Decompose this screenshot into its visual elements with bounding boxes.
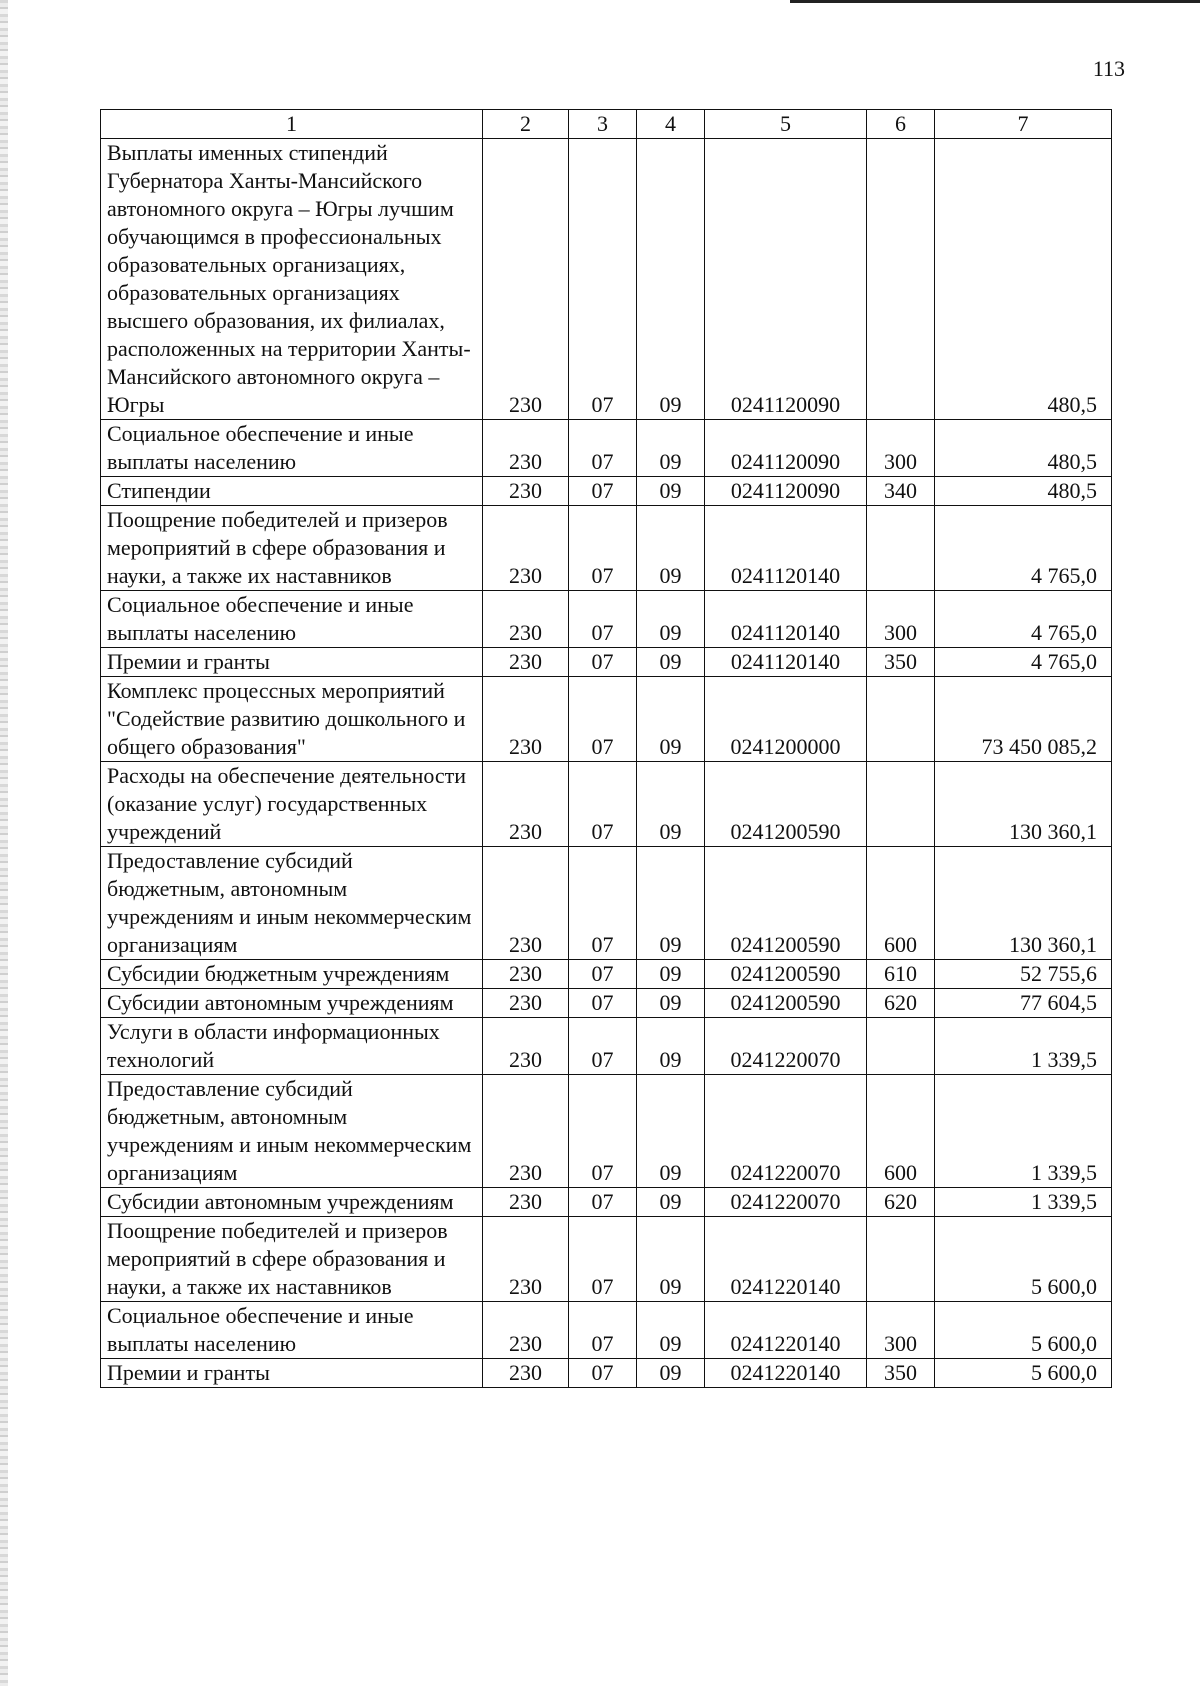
amount-cell: 480,5 — [935, 139, 1112, 420]
amount-cell: 1 339,5 — [935, 1188, 1112, 1217]
type-cell — [867, 1018, 935, 1075]
col4-cell: 09 — [637, 591, 705, 648]
table-row — [101, 989, 1112, 1018]
table-row — [101, 506, 1112, 591]
row-name-cell: Предоставление субсидий бюджетным, автономным учреждениям и иным некоммерческим организациям — [101, 847, 483, 960]
column-header: 2 — [483, 110, 569, 139]
col3-cell: 07 — [569, 477, 637, 506]
amount-cell: 5 600,0 — [935, 1217, 1112, 1302]
type-cell — [867, 677, 935, 762]
amount-cell: 52 755,6 — [935, 960, 1112, 989]
type-cell — [867, 506, 935, 591]
type-cell: 300 — [867, 591, 935, 648]
column-header: 5 — [705, 110, 867, 139]
type-cell: 340 — [867, 477, 935, 506]
amount-cell: 1 339,5 — [935, 1018, 1112, 1075]
col3-cell: 07 — [569, 1217, 637, 1302]
col4-cell: 09 — [637, 847, 705, 960]
col2-cell: 230 — [483, 1302, 569, 1359]
col2-cell: 230 — [483, 1359, 569, 1388]
col2-cell: 230 — [483, 1217, 569, 1302]
col2-cell: 230 — [483, 591, 569, 648]
column-header: 4 — [637, 110, 705, 139]
col3-cell: 07 — [569, 1075, 637, 1188]
col2-cell: 230 — [483, 506, 569, 591]
col4-cell: 09 — [637, 648, 705, 677]
col4-cell: 09 — [637, 1018, 705, 1075]
page-number: 113 — [1092, 56, 1125, 81]
type-cell: 300 — [867, 1302, 935, 1359]
amount-cell: 4 765,0 — [935, 506, 1112, 591]
col3-cell: 07 — [569, 591, 637, 648]
code-cell: 0241220140 — [705, 1359, 867, 1388]
col2-cell: 230 — [483, 989, 569, 1018]
col4-cell: 09 — [637, 420, 705, 477]
row-name-cell: Субсидии автономным учреждениям — [101, 1188, 483, 1217]
table-row — [101, 420, 1112, 477]
row-name-cell: Расходы на обеспечение деятельности (оказание услуг) государственных учреждений — [101, 762, 483, 847]
type-cell — [867, 762, 935, 847]
col4-cell: 09 — [637, 989, 705, 1018]
column-header: 1 — [101, 110, 483, 139]
code-cell: 0241220140 — [705, 1217, 867, 1302]
column-header: 3 — [569, 110, 637, 139]
col4-cell: 09 — [637, 1188, 705, 1217]
col4-cell: 09 — [637, 506, 705, 591]
col3-cell: 07 — [569, 1302, 637, 1359]
col4-cell: 09 — [637, 1302, 705, 1359]
row-name-cell: Социальное обеспечение и иные выплаты населению — [101, 591, 483, 648]
col3-cell: 07 — [569, 762, 637, 847]
row-name-cell: Социальное обеспечение и иные выплаты населению — [101, 1302, 483, 1359]
column-header: 6 — [867, 110, 935, 139]
col2-cell: 230 — [483, 477, 569, 506]
code-cell: 0241120090 — [705, 477, 867, 506]
type-cell: 600 — [867, 847, 935, 960]
table-row — [101, 1075, 1112, 1188]
row-name-cell: Премии и гранты — [101, 1359, 483, 1388]
table-row — [101, 591, 1112, 648]
type-cell: 620 — [867, 1188, 935, 1217]
col3-cell: 07 — [569, 139, 637, 420]
row-name-cell: Социальное обеспечение и иные выплаты населению — [101, 420, 483, 477]
row-name-cell: Поощрение победителей и призеров мероприятий в сфере образования и науки, а также их наставников — [101, 506, 483, 591]
col3-cell: 07 — [569, 420, 637, 477]
code-cell: 0241200590 — [705, 989, 867, 1018]
table-row — [101, 1018, 1112, 1075]
code-cell: 0241120140 — [705, 506, 867, 591]
code-cell: 0241220140 — [705, 1302, 867, 1359]
col4-cell: 09 — [637, 139, 705, 420]
code-cell: 0241120140 — [705, 591, 867, 648]
code-cell: 0241200590 — [705, 847, 867, 960]
table-row — [101, 677, 1112, 762]
col4-cell: 09 — [637, 677, 705, 762]
type-cell: 620 — [867, 989, 935, 1018]
col3-cell: 07 — [569, 677, 637, 762]
col2-cell: 230 — [483, 762, 569, 847]
column-header: 7 — [935, 110, 1112, 139]
code-cell: 0241220070 — [705, 1018, 867, 1075]
col4-cell: 09 — [637, 1217, 705, 1302]
row-name-cell: Субсидии бюджетным учреждениям — [101, 960, 483, 989]
type-cell — [867, 139, 935, 420]
col2-cell: 230 — [483, 1018, 569, 1075]
col4-cell: 09 — [637, 1075, 705, 1188]
type-cell: 600 — [867, 1075, 935, 1188]
col2-cell: 230 — [483, 1075, 569, 1188]
amount-cell: 130 360,1 — [935, 847, 1112, 960]
code-cell: 0241200590 — [705, 762, 867, 847]
col3-cell: 07 — [569, 960, 637, 989]
row-name-cell: Предоставление субсидий бюджетным, автономным учреждениям и иным некоммерческим организациям — [101, 1075, 483, 1188]
amount-cell: 480,5 — [935, 477, 1112, 506]
col3-cell: 07 — [569, 847, 637, 960]
table-row — [101, 847, 1112, 960]
table-header-row — [101, 110, 1112, 139]
amount-cell: 1 339,5 — [935, 1075, 1112, 1188]
col4-cell: 09 — [637, 960, 705, 989]
col2-cell: 230 — [483, 960, 569, 989]
col3-cell: 07 — [569, 648, 637, 677]
table-row — [101, 1302, 1112, 1359]
row-name-cell: Выплаты именных стипендий Губернатора Ханты-Мансийского автономного округа – Югры лучшим обучающимся в профессиональных образовательных организациях, образовательных организациях высшего образования, их филиалах, расположенных на территории Ханты-Мансийского автономного округа – Югры — [101, 139, 483, 420]
amount-cell: 4 765,0 — [935, 591, 1112, 648]
amount-cell: 73 450 085,2 — [935, 677, 1112, 762]
table-row — [101, 960, 1112, 989]
table-row — [101, 477, 1112, 506]
col2-cell: 230 — [483, 1188, 569, 1217]
col2-cell: 230 — [483, 847, 569, 960]
amount-cell: 130 360,1 — [935, 762, 1112, 847]
row-name-cell: Субсидии автономным учреждениям — [101, 989, 483, 1018]
row-name-cell: Услуги в области информационных технологий — [101, 1018, 483, 1075]
code-cell: 0241120090 — [705, 139, 867, 420]
code-cell: 0241200590 — [705, 960, 867, 989]
table-row — [101, 1359, 1112, 1388]
amount-cell: 5 600,0 — [935, 1302, 1112, 1359]
scan-top-line — [790, 0, 1200, 3]
col2-cell: 230 — [483, 420, 569, 477]
scan-edge — [0, 0, 8, 1686]
col4-cell: 09 — [637, 1359, 705, 1388]
row-name-cell: Поощрение победителей и призеров мероприятий в сфере образования и науки, а также их наставников — [101, 1217, 483, 1302]
col3-cell: 07 — [569, 1359, 637, 1388]
table-row — [101, 1217, 1112, 1302]
code-cell: 0241220070 — [705, 1075, 867, 1188]
budget-table — [100, 109, 1112, 1388]
table-row — [101, 762, 1112, 847]
amount-cell: 4 765,0 — [935, 648, 1112, 677]
code-cell: 0241120140 — [705, 648, 867, 677]
type-cell — [867, 1217, 935, 1302]
col3-cell: 07 — [569, 1018, 637, 1075]
amount-cell: 480,5 — [935, 420, 1112, 477]
row-name-cell: Стипендии — [101, 477, 483, 506]
col4-cell: 09 — [637, 477, 705, 506]
type-cell: 350 — [867, 648, 935, 677]
type-cell: 610 — [867, 960, 935, 989]
table-row — [101, 648, 1112, 677]
col3-cell: 07 — [569, 1188, 637, 1217]
code-cell: 0241200000 — [705, 677, 867, 762]
table-row — [101, 1188, 1112, 1217]
code-cell: 0241220070 — [705, 1188, 867, 1217]
col2-cell: 230 — [483, 648, 569, 677]
table-row — [101, 139, 1112, 420]
col2-cell: 230 — [483, 139, 569, 420]
col3-cell: 07 — [569, 506, 637, 591]
type-cell: 300 — [867, 420, 935, 477]
row-name-cell: Комплекс процессных мероприятий "Содействие развитию дошкольного и общего образования" — [101, 677, 483, 762]
col3-cell: 07 — [569, 989, 637, 1018]
col2-cell: 230 — [483, 677, 569, 762]
amount-cell: 77 604,5 — [935, 989, 1112, 1018]
type-cell: 350 — [867, 1359, 935, 1388]
amount-cell: 5 600,0 — [935, 1359, 1112, 1388]
row-name-cell: Премии и гранты — [101, 648, 483, 677]
col4-cell: 09 — [637, 762, 705, 847]
code-cell: 0241120090 — [705, 420, 867, 477]
